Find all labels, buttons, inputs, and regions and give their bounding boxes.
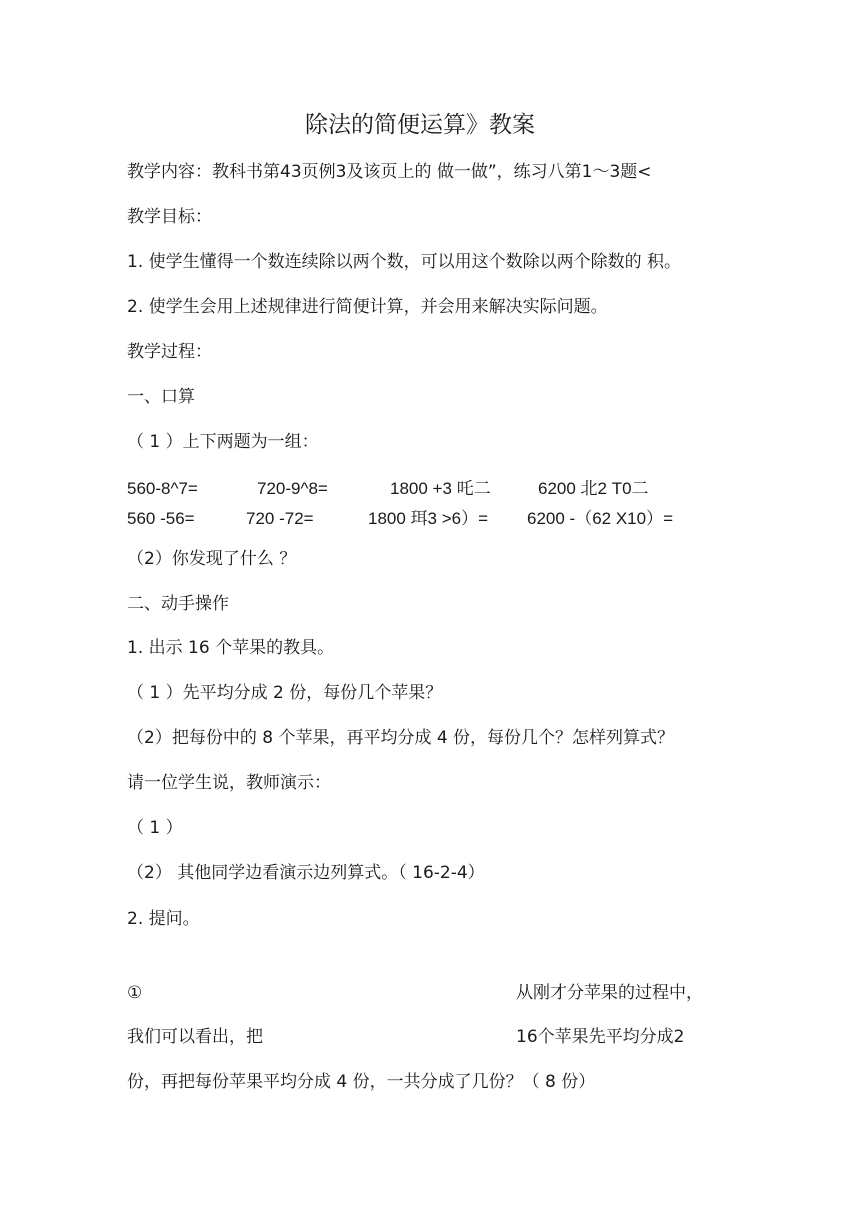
math-cell: 6200 北2 T0二 [538,479,649,498]
math-cell: 720 -72= [246,509,314,528]
demo-2: （2） 其他同学边看演示边列算式。（ 16-2-4） [127,863,485,883]
goal-2: 2. 使学生会用上述规律进行简便计算，并会用来解决实际问题。 [127,297,608,317]
item-2: 2. 提问。 [127,909,200,929]
content-line: 教学内容：教科书第43页例3及该页上的 做一做”，练习八第1～3题< [127,162,652,182]
sub-item-2: （2）把每份中的 8 个苹果，再平均分成 4 份，每份几个？怎样列算式？ [127,728,675,748]
section-oral: 一、口算 [127,387,195,407]
last-line: 份，再把每份苹果平均分成 4 份，一共分成了几份？（ 8 份） [127,1072,596,1092]
circled-one: ① [127,983,143,1003]
sub-item-1: （ 1 ）先平均分成 2 份，每份几个苹果？ [127,683,443,703]
item-1: 1. 出示 16 个苹果的教具。 [127,638,335,658]
circled-one-text: 从刚才分苹果的过程中， [516,983,703,1003]
section-handson: 二、动手操作 [127,594,229,614]
goal-1: 1. 使学生懂得一个数连续除以两个数，可以用这个数除以两个除数的 积。 [127,252,682,272]
math-cell: 1800 珥3 >6）= [368,509,489,528]
question-2: （2）你发现了什么 ？ [127,549,297,569]
doc-title: 除法的简便运算》教案 [305,112,535,138]
we-can-right: 16个苹果先平均分成2 [516,1027,685,1047]
math-cell: 720-9^8= [257,479,328,498]
math-cell: 1800 +3 吒二 [390,479,491,498]
goals-heading: 教学目标： [127,207,212,227]
process-heading: 教学过程： [127,342,212,362]
group-note: （ 1 ）上下两题为一组： [127,432,319,452]
we-can-line: 我们可以看出，把 [127,1027,263,1047]
math-cell: 6200 -（62 X10）= [527,509,674,528]
math-cell: 560 -56= [127,509,195,528]
demo-line: 请一位学生说，教师演示： [127,773,331,793]
math-cell: 560-8^7= [127,479,198,498]
demo-1: （ 1 ） [127,818,183,838]
